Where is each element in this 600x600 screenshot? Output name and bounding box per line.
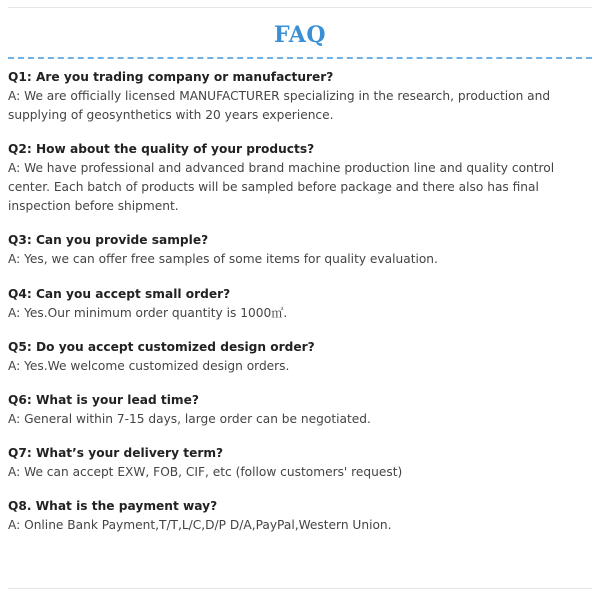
faq-question: Q7: What’s your delivery term? [8, 446, 224, 461]
faq-question: Q4: Can you accept small order? [8, 286, 231, 301]
faq-question: Q1: Are you trading company or manufacturer? [8, 70, 334, 84]
faq-item-4 [8, 285, 592, 323]
faq-question: Q5: Do you accept customized design order? [8, 339, 315, 354]
faq-answer: A: Online Bank Payment,T/T,L/C,D/P D/A,PayPal,Western Union. [8, 518, 392, 533]
faq-item-3 [8, 231, 592, 269]
faq-question: Q6: What is your lead time? [8, 392, 199, 407]
faq-item-5 [8, 338, 592, 376]
faq-answer: A: Yes.We welcome customized design orders. [8, 358, 290, 373]
faq-question: Q2: How about the quality of your products? [8, 142, 315, 157]
faq-item-8 [8, 497, 592, 535]
faq-answer: A: Yes, we can offer free samples of some items for quality evaluation. [8, 252, 438, 267]
faq-item-7 [8, 444, 592, 482]
title-dashed-divider [8, 57, 592, 59]
page-title: FAQ [273, 22, 327, 48]
top-divider [8, 7, 592, 8]
faq-answer: A: Yes.Our minimum order quantity is 1000㎡. [8, 305, 288, 320]
faq-answer: A: We have professional and advanced brand machine production line and quality control center. Each batch of products will be sampled before package and there also has final inspection before shipment. [8, 161, 555, 214]
faq-list [8, 68, 592, 551]
faq-answer: A: General within 7-15 days, large order can be negotiated. [8, 411, 371, 426]
faq-item-1 [8, 68, 592, 125]
faq-answer: A: We can accept EXW, FOB, CIF, etc (follow customers' request) [8, 465, 403, 480]
bottom-divider [8, 588, 592, 589]
faq-question: Q3: Can you provide sample? [8, 233, 209, 248]
faq-answer: A: We are officially licensed MANUFACTURER specializing in the research, production and supplying of geosynthetics with 20 years experience. [8, 89, 551, 122]
faq-item-2 [8, 140, 592, 216]
faq-question: Q8. What is the payment way? [8, 499, 218, 514]
faq-item-6 [8, 391, 592, 429]
